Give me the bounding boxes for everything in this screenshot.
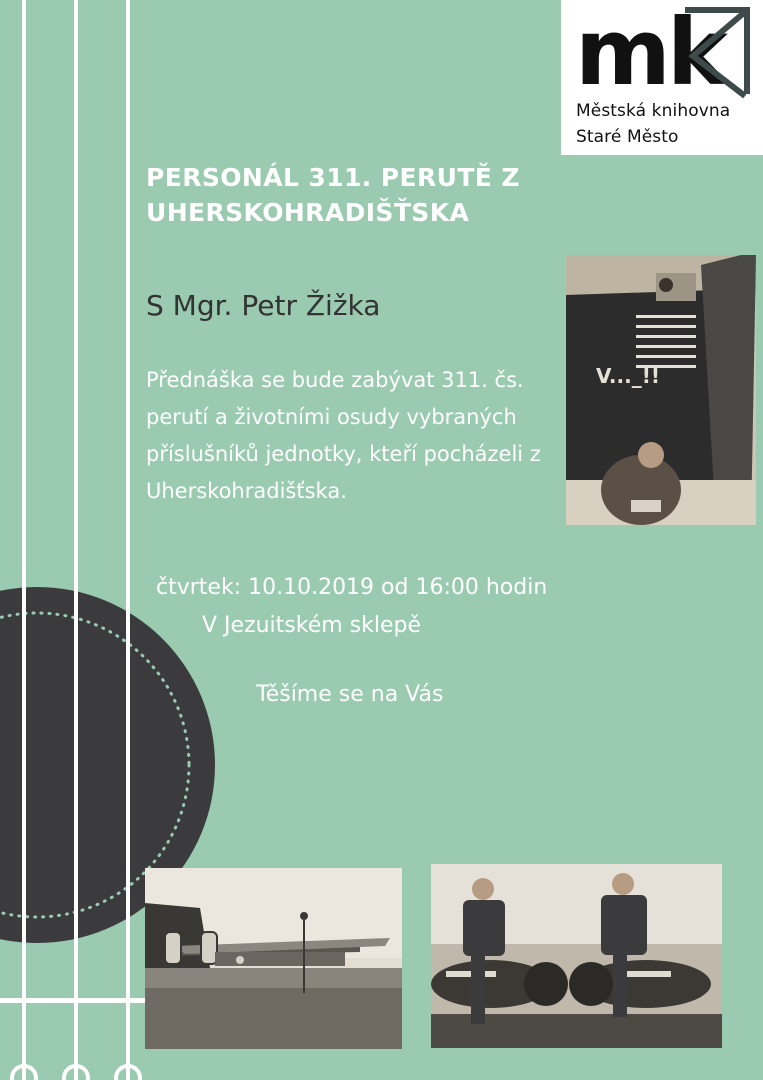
aircraft-marking: V..._!!: [596, 364, 660, 388]
library-logo: [561, 0, 763, 155]
logo-mark-letters: mk: [575, 4, 725, 100]
photo-airmen-bombs-image: [431, 864, 722, 1048]
logo-mark-icon: [575, 4, 755, 100]
lecture-title: PERSONÁL 311. PERUTĚ Z UHERSKOHRADIŠŤSKA: [146, 163, 520, 227]
guitar-string-1: [22, 0, 26, 1080]
photo-airmen-bombs: [431, 864, 722, 1048]
guitar-string-3: [126, 0, 130, 1080]
photo-bomber-airfield-image: [145, 868, 402, 1049]
logo-line-1: Městská knihovna: [576, 101, 731, 121]
photo-bomber-airfield: [145, 868, 402, 1049]
greeting: Těšíme se na Vás: [256, 682, 444, 707]
event-place: V Jezuitském sklepě: [202, 613, 422, 638]
logo-line-2: Staré Město: [576, 127, 679, 147]
photo-aircraft-crew: [566, 255, 756, 525]
guitar-string-2: [74, 0, 78, 1080]
speaker-line: S Mgr. Petr Žižka: [146, 289, 381, 322]
lecture-description: Přednáška se bude zabývat 311. čs. perutí a životními osudy vybraných příslušníků jednotky, kteří pocházeli z Uherskohradišťska.: [146, 368, 541, 503]
photo-aircraft-crew-image: [566, 255, 756, 525]
event-date: čtvrtek: 10.10.2019 od 16:00 hodin: [156, 575, 548, 600]
guitar-bar: [0, 998, 145, 1003]
